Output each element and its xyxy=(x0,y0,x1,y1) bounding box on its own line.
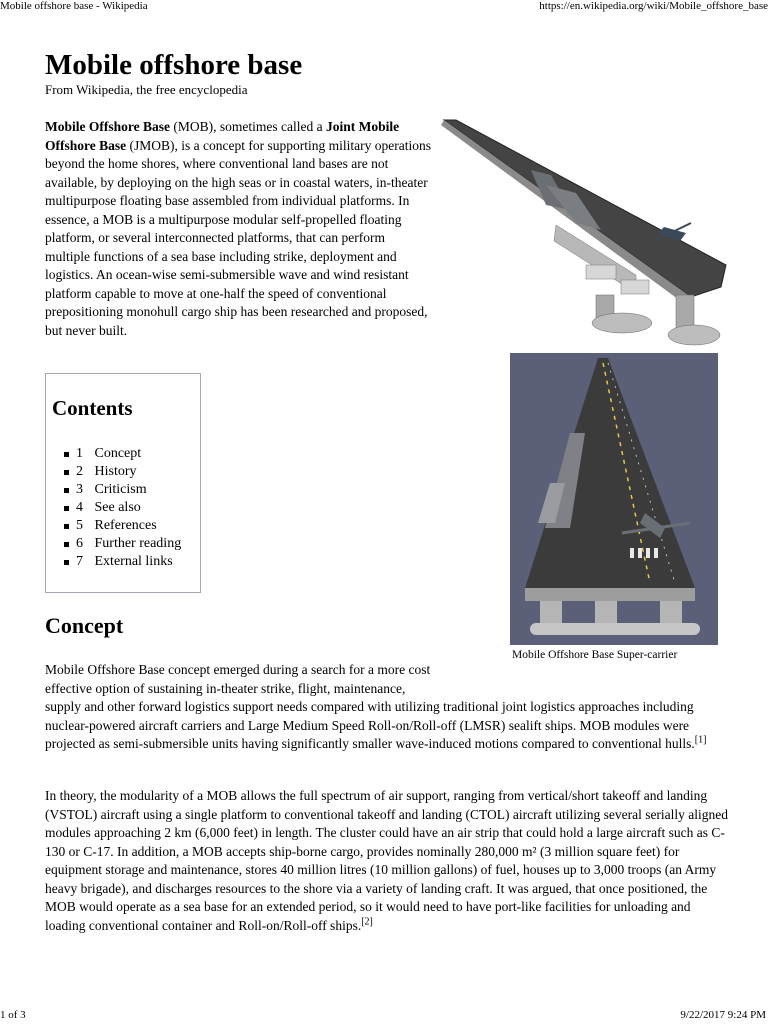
section-heading-concept: Concept xyxy=(45,613,124,638)
citation-1[interactable]: [1] xyxy=(694,734,707,746)
toc-title: Contents xyxy=(52,396,133,420)
figure-caption: Mobile Offshore Base Super-carrier xyxy=(512,649,678,661)
toc-number: 3 xyxy=(76,482,83,497)
print-datetime: 9/22/2017 9:24 PM xyxy=(680,1009,766,1021)
toc-link[interactable]: External links xyxy=(94,554,173,569)
toc-link[interactable]: Concept xyxy=(94,446,142,461)
toc-item-criticism[interactable] xyxy=(76,481,181,499)
toc-link[interactable]: History xyxy=(94,464,137,479)
bold-term-mob: Mobile Offshore Base xyxy=(45,119,170,134)
article xyxy=(45,45,730,933)
toc-number: 2 xyxy=(76,464,83,479)
super-carrier-image[interactable] xyxy=(510,353,718,645)
toc-number: 6 xyxy=(76,536,83,551)
toc-item-history[interactable] xyxy=(76,463,181,481)
page-title: Mobile offshore base xyxy=(45,49,303,81)
intro-text-1: (MOB), sometimes called a xyxy=(170,119,326,134)
toc-link[interactable]: Criticism xyxy=(94,482,147,497)
toc-item-see-also[interactable] xyxy=(76,499,181,517)
toc-list xyxy=(76,445,181,571)
tagline: From Wikipedia, the free encyclopedia xyxy=(45,82,248,97)
bold-term-jmob: Joint Mobile Offshore Base xyxy=(45,119,400,153)
citation-2[interactable]: [2] xyxy=(361,916,373,927)
toc-link[interactable]: See also xyxy=(94,500,141,515)
concept-paragraph-2 xyxy=(45,787,730,935)
concept-p1-body: supply and other forward logistics support needs compared with utilizing traditional joint logistics approaches including nuclear-powered aircraft carriers and Large Medium Speed Roll-on/Roll-off (LMSR) sealift ships. MOB modules were projected as semi-submersible units having significantly smaller wave-induced motions compared to conventional hulls. xyxy=(45,699,695,751)
concept-p1-wrapped-lines: Mobile Offshore Base concept emerged during a search for a more cost effective option of sustaining in-theater strike, flight, maintenance, xyxy=(45,662,431,696)
intro-text-2: (JMOB), is a concept for supporting military operations beyond the home shores, where conventional land bases are not available, by deploying on the high seas or in coastal waters, in-theater multipurpose floating base assembled from individual platforms. In essence, a MOB is a multipurpose modular self-propelled floating platform, or several interconnected platforms, that can perform multiple functions of a sea base including strike, deployment and logistics. An ocean-wise semi-submersible wave and wind resistant platform capable to move at one-half the speed of conventional prepositioning monohull cargo ship has been researched and proposed, but never built. xyxy=(45,137,431,338)
page-count: 1 of 3 xyxy=(0,1009,26,1021)
toc-item-references[interactable] xyxy=(76,517,181,535)
toc-number: 5 xyxy=(76,518,83,533)
toc-item-concept[interactable] xyxy=(76,445,181,463)
toc-number: 7 xyxy=(76,554,83,569)
table-of-contents xyxy=(45,373,201,593)
mob-render-image[interactable] xyxy=(436,115,730,387)
print-url[interactable]: https://en.wikipedia.org/wiki/Mobile_offshore_base xyxy=(539,0,768,12)
toc-number: 4 xyxy=(76,500,83,515)
print-page-title: Mobile offshore base - Wikipedia xyxy=(0,0,148,12)
toc-link[interactable]: References xyxy=(94,518,157,533)
concept-p2-body: In theory, the modularity of a MOB allows the full spectrum of air support, ranging from vertical/short takeoff and landing (VSTOL) aircraft using a single platform to conventional takeoff and landing (CTOL) aircraft utilizing several serially aligned modules approaching 2 km (6,000 feet) in length. The cluster could have an air strip that could hold a large aircraft such as C-130 or C-17. In addition, a MOB accepts ship-borne cargo, provides nominally 280,000 m² (3 million square feet) for equipment storage and maintenance, stores 40 million litres (10 million gallons) of fuel, houses up to 3,000 troops (an Army heavy brigade), and discharges resources to the shore via a variety of landing craft. It was argued, that once positioned, the MOB would operate as a sea base for an extended period, so it would need to have port-like facilities for unloading and loading conventional container and Roll-on/Roll-off ships. xyxy=(45,788,729,933)
toc-number: 1 xyxy=(76,446,83,461)
concept-paragraph-1 xyxy=(45,661,730,754)
intro-paragraph xyxy=(45,118,433,340)
print-header xyxy=(0,0,768,16)
toc-link[interactable]: Further reading xyxy=(94,536,182,551)
print-footer xyxy=(0,1009,768,1024)
toc-item-further-reading[interactable] xyxy=(76,535,181,553)
toc-item-external-links[interactable] xyxy=(76,553,181,571)
